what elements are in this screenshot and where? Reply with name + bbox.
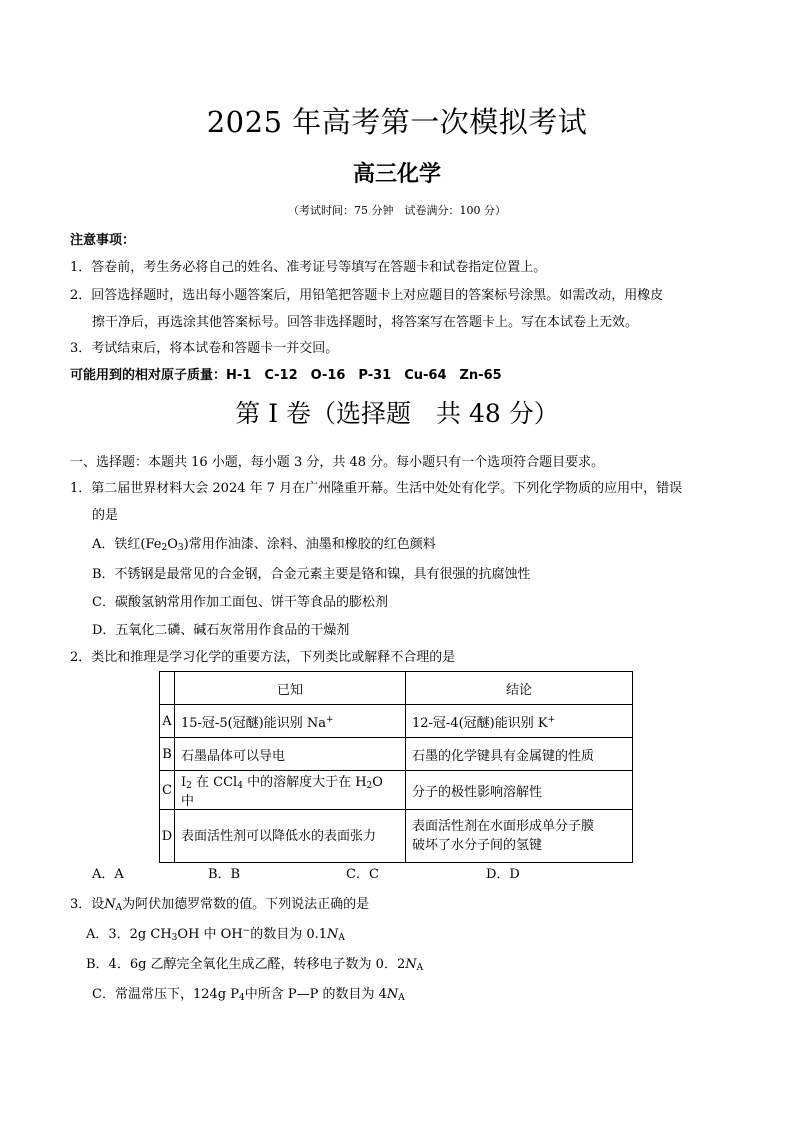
row-conclusion: 12-冠-4(冠醚)能识别 K+ bbox=[406, 705, 633, 738]
row-conclusion: 分子的极性影响溶解性 bbox=[406, 771, 633, 810]
section-title: 第 I 卷（选择题 共 48 分） bbox=[235, 399, 559, 428]
exam-time-info: （考试时间：75 分钟 试卷满分：100 分） bbox=[288, 204, 506, 217]
row-conclusion: 表面活性剂在水面形成单分子膜 破坏了水分子间的氢键 bbox=[406, 810, 633, 863]
table-row bbox=[160, 705, 633, 738]
row-known: 石墨晶体可以导电 bbox=[175, 738, 406, 771]
row-key: C bbox=[160, 771, 175, 810]
table-header-key bbox=[160, 672, 175, 705]
row-known: 表面活性剂可以降低水的表面张力 bbox=[175, 810, 406, 863]
q1-option-c[interactable]: C．碳酸氢钠常用作加工面包、饼干等食品的膨松剂 bbox=[92, 595, 388, 610]
row-known: 15-冠-5(冠醚)能识别 Na+ bbox=[175, 705, 406, 738]
q2-stem: 2．类比和推理是学习化学的重要方法，下列类比或解释不合理的是 bbox=[70, 650, 456, 665]
notice-item-3: 3．考试结束后，将本试卷和答题卡一并交回。 bbox=[70, 341, 339, 356]
q3-option-b[interactable]: B．4．6g 乙醇完全氧化生成乙醛，转移电子数为 0．$2N_A$ bbox=[86, 957, 424, 973]
q2-option-a[interactable]: A．A bbox=[92, 867, 124, 882]
q2-option-c[interactable]: C．C bbox=[346, 867, 379, 882]
exam-title: 2025 年高考第一次模拟考试 bbox=[206, 105, 588, 139]
exam-subtitle: 高三化学 bbox=[352, 161, 441, 187]
q2-option-b[interactable]: B．B bbox=[208, 867, 241, 882]
table-row bbox=[160, 771, 633, 810]
q3-option-a[interactable]: A．3．2g $CH_3OH$ 中 OH−的数目为 $0.1N_A$ bbox=[86, 926, 345, 943]
atomic-masses: 可能用到的相对原子质量：H-1 C-12 O-16 P-31 Cu-64 Zn-65 bbox=[70, 368, 502, 383]
q2-table bbox=[159, 671, 633, 863]
row-known: $I_2$ 在 CCl$_4$ 中的溶解度大于在 $H_2O$ 中 bbox=[175, 771, 406, 810]
notice-item-1: 1．答卷前，考生务必将自己的姓名、准考证号等填写在答题卡和试卷指定位置上。 bbox=[70, 260, 547, 275]
table-row bbox=[160, 738, 633, 771]
notice-item-2: 2．回答选择题时，选出每小题答案后，用铅笔把答题卡上对应题目的答案标号涂黑。如需改动，用橡皮 bbox=[70, 288, 664, 303]
table-header-conclusion: 结论 bbox=[406, 672, 633, 705]
row-key: D bbox=[160, 810, 175, 863]
table-header-known: 已知 bbox=[175, 672, 406, 705]
q1-stem: 1．第二届世界材料大会 2024 年 7 月在广州隆重开幕。生活中处处有化学。下列化学物质的应用中，错误 bbox=[70, 481, 683, 496]
row-key: A bbox=[160, 705, 175, 738]
q1-option-a-text: 常用作油漆、涂料、油墨和橡胶的红色颜料 bbox=[188, 537, 436, 552]
notice-item-2-cont: 擦干净后，再选涂其他答案标号。回答非选择题时，将答案写在答题卡上。写在本试卷上无效。 bbox=[92, 315, 639, 330]
row-conclusion: 石墨的化学键具有金属键的性质 bbox=[406, 738, 633, 771]
table-row bbox=[160, 810, 633, 863]
q3-stem: 3．设$N_A$为阿伏加德罗常数的值。下列说法正确的是 bbox=[70, 897, 370, 913]
q3-option-c[interactable]: C．常温常压下，124g $P_4$中所含 P—P 的数目为 $4N_A$ bbox=[92, 987, 405, 1003]
notice-heading: 注意事项： bbox=[70, 233, 136, 248]
q1-option-b[interactable]: B．不锈钢是最常见的合金钢，合金元素主要是铬和镍，具有很强的抗腐蚀性 bbox=[92, 567, 531, 582]
q2-option-d[interactable]: D．D bbox=[486, 867, 520, 882]
iron-oxide-formula: $(Fe_2O_3)$ bbox=[140, 537, 189, 553]
q1-stem-cont: 的是 bbox=[92, 508, 119, 523]
row-key: B bbox=[160, 738, 175, 771]
q1-option-d[interactable]: D．五氧化二磷、碱石灰常用作食品的干燥剂 bbox=[92, 623, 350, 638]
q1-option-a-label: A．铁红 bbox=[92, 537, 141, 552]
table-header-row bbox=[160, 672, 633, 705]
section-instruction: 一、选择题：本题共 16 小题，每小题 3 分，共 48 分。每小题只有一个选项符合题目要求。 bbox=[70, 455, 605, 470]
q1-option-a[interactable] bbox=[92, 533, 436, 552]
